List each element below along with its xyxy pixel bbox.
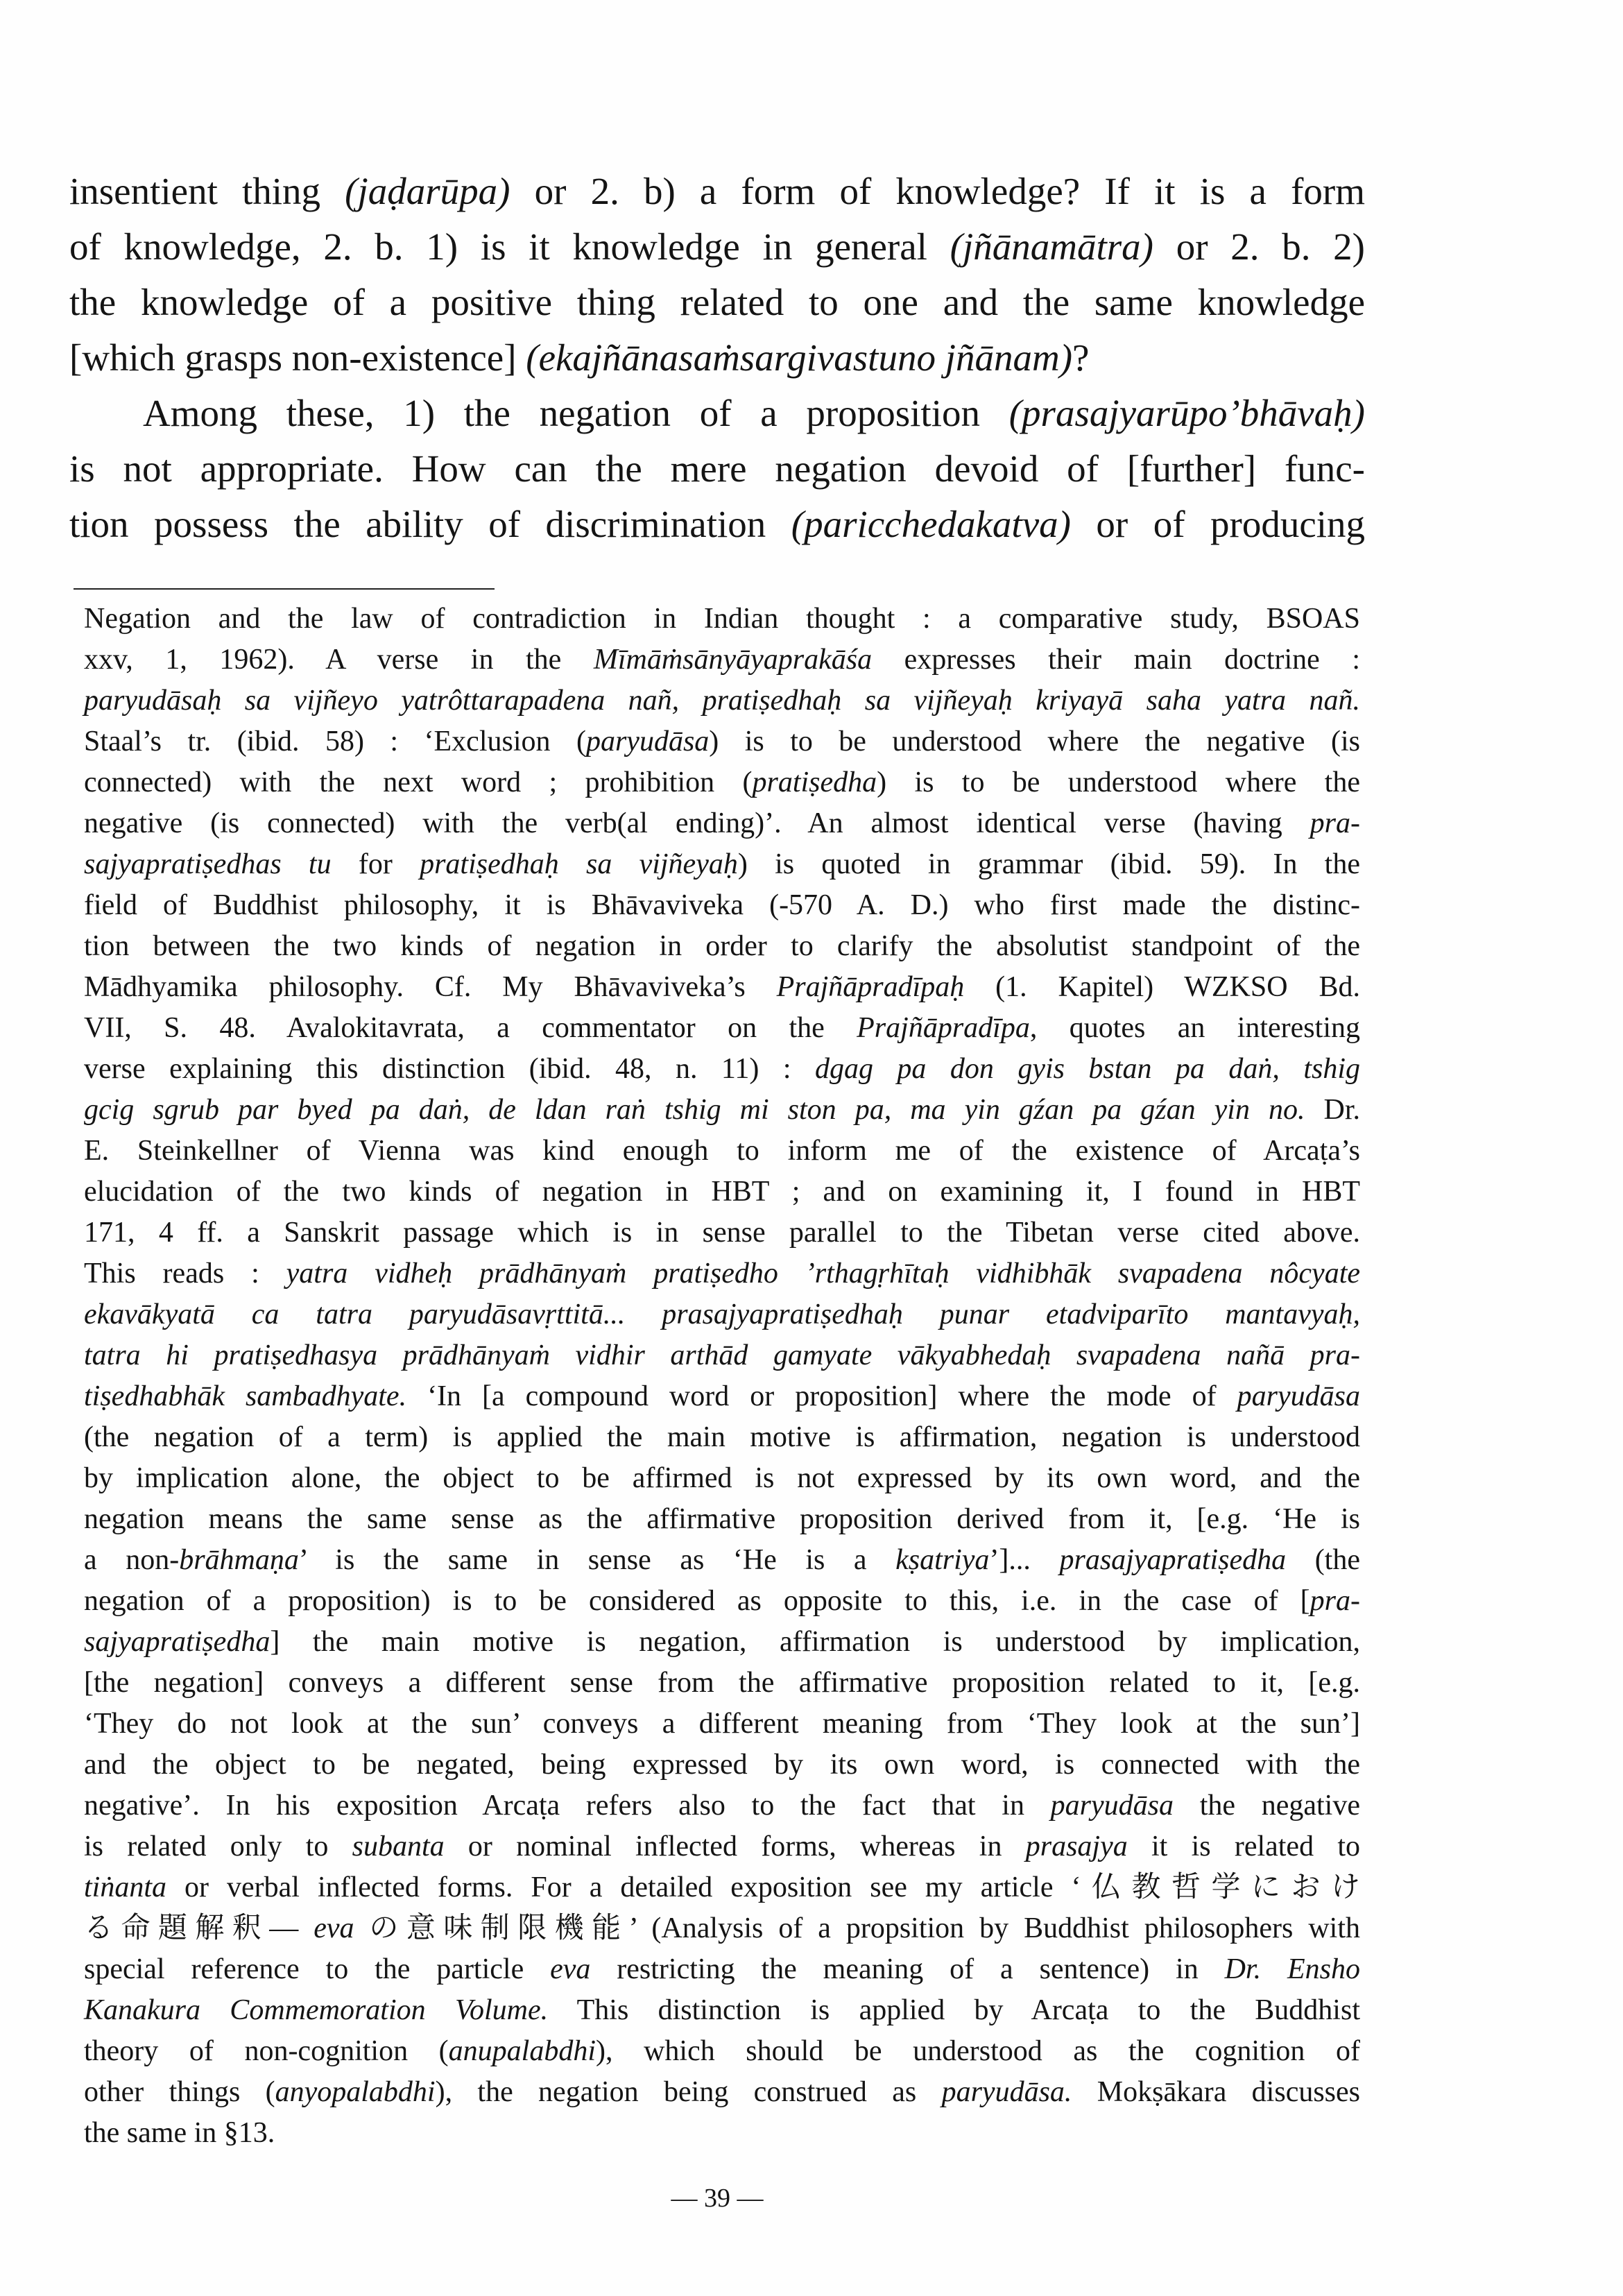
footnote-line (84, 926, 1360, 967)
text-run: negation of a proposition) is to be considered as opposite to this, i.e. in the case of [ (84, 1585, 1310, 1617)
footnote-line (84, 1213, 1360, 1253)
text-run: connected) with the next word ; prohibition ( (84, 766, 753, 798)
main-text-line (69, 275, 1365, 330)
main-text-line (69, 330, 1365, 386)
italic-term: subanta (352, 1831, 445, 1862)
italic-term: Prajñāpradīpa (857, 1012, 1030, 1044)
text-run: ‘They do not look at the sun’ conveys a different meaning from ‘They look at the sun’] (84, 1708, 1360, 1740)
text-run: is not appropriate. How can the mere negation devoid of [further] func- (69, 447, 1365, 490)
text-run: [the negation] conveys a different sense from the affirmative proposition related to it, [e.g. (84, 1667, 1360, 1699)
footnote-line (84, 599, 1360, 640)
text-run: negation means the same sense as the affirmative proposition derived from it, [e.g. ‘He is (84, 1503, 1360, 1535)
text-run: Dr. (1305, 1094, 1361, 1126)
text-run: Mādhyamika philosophy. Cf. My Bhāvaviveka’s (84, 971, 777, 1003)
italic-term: pra- (1309, 1585, 1360, 1617)
italic-term: ekavākyatā ca tatra paryudāsavṛttitā... prasajyapratiṣedhaḥ punar etadviparīto mantavyaḥ, (84, 1299, 1360, 1330)
footnote-line (84, 2113, 1360, 2154)
footnote-line (84, 721, 1360, 762)
italic-term: pra- (1309, 807, 1360, 839)
italic-term: paryudāsa (585, 726, 710, 757)
text-run: the same in §13. (84, 2117, 275, 2149)
text-run: (1. Kapitel) WZKSO Bd. (964, 971, 1361, 1003)
italic-term: (ekajñānasaṁsargivastuno jñānam) (526, 336, 1073, 379)
italic-term: Dr. Ensho (1224, 1953, 1360, 1985)
footnote-line (84, 1826, 1360, 1867)
text-run: る命題解釈— (84, 1912, 314, 1944)
text-run: Among these, 1) the negation of a proposition (143, 392, 1009, 434)
text-run: ) is to be understood where the (877, 766, 1360, 798)
footnote-line (84, 1581, 1360, 1622)
footnote-line (84, 1049, 1360, 1090)
text-run: a non- (84, 1544, 180, 1576)
italic-term: pratiṣedhaḥ sa vijñeyaḥ (420, 848, 738, 880)
footnote-line (84, 1458, 1360, 1499)
text-run: or 2. b) a form of knowledge? If it is a form (510, 170, 1365, 212)
main-text-line (69, 164, 1365, 219)
text-run: ‘In [a compound word or proposition] where the mode of (406, 1380, 1237, 1412)
page-number: — 39 — (671, 2184, 764, 2213)
text-run: and the object to be negated, being expressed by its own word, is connected with the (84, 1749, 1360, 1781)
italic-term: gcig sgrub par byed pa daṅ, de ldan raṅ tshig mi ston pa, ma yin gźan pa gźan yin no. (84, 1094, 1305, 1126)
text-run: of knowledge, 2. b. 1) is it knowledge in general (69, 225, 950, 268)
italic-term: anupalabdhi (448, 2035, 596, 2067)
footnote-line (84, 1745, 1360, 1785)
text-run: or of producing (1070, 503, 1366, 545)
text-run: ), which should be understood as the cognition of (596, 2035, 1361, 2067)
main-text-line (69, 219, 1365, 275)
footnote-line (84, 1949, 1360, 1990)
italic-term: pratiṣedha (752, 766, 877, 798)
text-run: the knowledge of a positive thing related to one and the same knowledge (69, 281, 1365, 323)
italic-term: kṣatriya (895, 1544, 990, 1576)
italic-term: tiṅanta (84, 1871, 167, 1903)
footnote-line (84, 1172, 1360, 1213)
text-run: for (331, 848, 420, 880)
footnote-line (84, 640, 1360, 680)
italic-term: paryudāsa (1050, 1790, 1174, 1822)
text-run: negative (is connected) with the verb(al ending)’. An almost identical verse (having (84, 807, 1310, 839)
footnote-line (84, 1990, 1360, 2031)
footnote-line (84, 2031, 1360, 2072)
text-run: negative’. In his exposition Arcaṭa refers also to the fact that in (84, 1790, 1051, 1822)
text-run: tion possess the ability of discrimination (69, 503, 791, 545)
main-text-line (69, 386, 1365, 441)
text-run: is related only to (84, 1831, 352, 1862)
footnote-line (84, 1704, 1360, 1745)
text-run: 171, 4 ff. a Sanskrit passage which is in sense parallel to the Tibetan verse cited above. (84, 1217, 1360, 1249)
footnote-line (84, 967, 1360, 1008)
italic-term: tatra hi pratiṣedhasya prādhānyaṁ vidhir arthād gamyate vākyabhedaḥ svapadena nañā pra- (84, 1339, 1360, 1371)
text-run: ’ is the same in sense as ‘He is a (298, 1544, 896, 1576)
footnote-line (84, 1540, 1360, 1581)
text-run: field of Buddhist philosophy, it is Bhāvaviveka (-570 A. D.) who first made the distinc- (84, 889, 1360, 921)
italic-term: Kanakura Commemoration Volume. (84, 1994, 549, 2026)
italic-term: eva (550, 1953, 591, 1985)
text-run: ) is to be understood where the negative (is (709, 726, 1360, 757)
italic-term: prasajya (1025, 1831, 1128, 1862)
text-run: (the (1286, 1544, 1360, 1576)
footnote-line (84, 1008, 1360, 1049)
italic-term: prasajyapratiṣedha (1059, 1544, 1287, 1576)
text-run: expresses their main doctrine : (872, 644, 1360, 676)
text-run: ] the main motive is negation, affirmation is understood by implication, (270, 1626, 1360, 1658)
italic-term: (prasajyarūpo’bhāvaḥ) (1008, 392, 1365, 434)
footnote-line (84, 1908, 1360, 1949)
text-run: the negative (1174, 1790, 1360, 1822)
footnote-line (84, 762, 1360, 803)
text-run: の意味制限機能’ (Analysis of a propsition by Buddhist philosophers with (354, 1912, 1360, 1944)
text-run: This distinction is applied by Arcaṭa to the Buddhist (548, 1994, 1360, 2026)
main-text-line (69, 441, 1365, 497)
italic-term: (jaḍarūpa) (345, 170, 510, 212)
italic-term: dgag pa don gyis bstan pa daṅ, tshig (814, 1053, 1360, 1085)
footnote-line (84, 1376, 1360, 1417)
text-run: ’]... (989, 1544, 1060, 1576)
italic-term: brāhmaṇa (179, 1544, 299, 1576)
italic-term: yatra vidheḥ prādhānyaṁ pratiṣedho ’rthagṛhītaḥ vidhibhāk svapadena nôcyate (286, 1258, 1361, 1290)
italic-term: (jñānamātra) (950, 225, 1153, 268)
main-text (69, 164, 1365, 552)
footnote-line (84, 1622, 1360, 1663)
text-run: Mokṣākara discusses (1072, 2076, 1361, 2108)
text-run: it is related to (1127, 1831, 1361, 1862)
footnote-line (84, 1294, 1360, 1335)
italic-term: sajyapratiṣedhas tu (84, 848, 332, 880)
main-text-line (69, 497, 1365, 552)
text-run: or nominal inflected forms, whereas in (444, 1831, 1026, 1862)
italic-term: anyopalabdhi (275, 2076, 436, 2108)
italic-term: paryudāsaḥ sa vijñeyo yatrôttarapadena nañ, pratiṣedhaḥ sa vijñeyaḥ kriyayā saha yatra nañ. (84, 685, 1360, 717)
italic-term: (paricchedakatva) (791, 503, 1071, 545)
text-run: Staal’s tr. (ibid. 58) : ‘Exclusion ( (84, 726, 586, 757)
text-run: E. Steinkellner of Vienna was kind enough to inform me of the existence of Arcaṭa’s (84, 1135, 1360, 1167)
text-run: Negation and the law of contradiction in Indian thought : a comparative study, BSOAS (84, 603, 1360, 635)
text-run: by implication alone, the object to be affirmed is not expressed by its own word, and the (84, 1462, 1360, 1494)
text-run: VII, S. 48. Avalokitavrata, a commentator on the (84, 1012, 857, 1044)
text-run: other things ( (84, 2076, 275, 2108)
text-run: tion between the two kinds of negation in order to clarify the absolutist standpoint of the (84, 930, 1360, 962)
footnote (84, 599, 1360, 2154)
text-run: elucidation of the two kinds of negation in HBT ; and on examining it, I found in HBT (84, 1176, 1360, 1208)
text-run: special reference to the particle (84, 1953, 551, 1985)
text-run: This reads : (84, 1258, 286, 1290)
italic-term: Mīmāṁsānyāyaprakāśa (593, 644, 873, 676)
italic-term: paryudāsa. (941, 2076, 1072, 2108)
italic-term: paryudāsa (1237, 1380, 1360, 1412)
text-run: or verbal inflected forms. For a detailed exposition see my article ‘仏教哲学におけ (166, 1871, 1360, 1903)
footnote-line (84, 1131, 1360, 1172)
footnote-line (84, 1335, 1360, 1376)
text-run: , quotes an interesting (1029, 1012, 1360, 1044)
italic-term: eva (314, 1912, 354, 1944)
text-run: ? (1072, 336, 1090, 379)
footnote-line (84, 680, 1360, 721)
footnote-line (84, 1417, 1360, 1458)
footnote-line (84, 803, 1360, 844)
footnote-line (84, 1090, 1360, 1131)
text-run: ) is quoted in grammar (ibid. 59). In the (737, 848, 1360, 880)
footnote-separator-rule (74, 588, 495, 590)
footnote-line (84, 2072, 1360, 2113)
text-run: ), the negation being construed as (435, 2076, 942, 2108)
italic-term: tiṣedhabhāk sambadhyate. (84, 1380, 407, 1412)
footnote-line (84, 1663, 1360, 1704)
text-run: [which grasps non-existence] (69, 336, 526, 379)
italic-term: sajyapratiṣedha (84, 1626, 270, 1658)
italic-term: Prajñāpradīpaḥ (776, 971, 965, 1003)
footnote-line (84, 844, 1360, 885)
text-run: or 2. b. 2) (1153, 225, 1365, 268)
footnote-line (84, 1867, 1360, 1908)
text-run: xxv, 1, 1962). A verse in the (84, 644, 594, 676)
footnote-line (84, 1253, 1360, 1294)
footnote-line (84, 885, 1360, 926)
text-run: (the negation of a term) is applied the main motive is affirmation, negation is understood (84, 1421, 1360, 1453)
text-run: theory of non-cognition ( (84, 2035, 449, 2067)
text-run: restricting the meaning of a sentence) in (590, 1953, 1225, 1985)
footnote-line (84, 1785, 1360, 1826)
footnote-line (84, 1499, 1360, 1540)
text-run: verse explaining this distinction (ibid. 48, n. 11) : (84, 1053, 815, 1085)
text-run: insentient thing (69, 170, 345, 212)
